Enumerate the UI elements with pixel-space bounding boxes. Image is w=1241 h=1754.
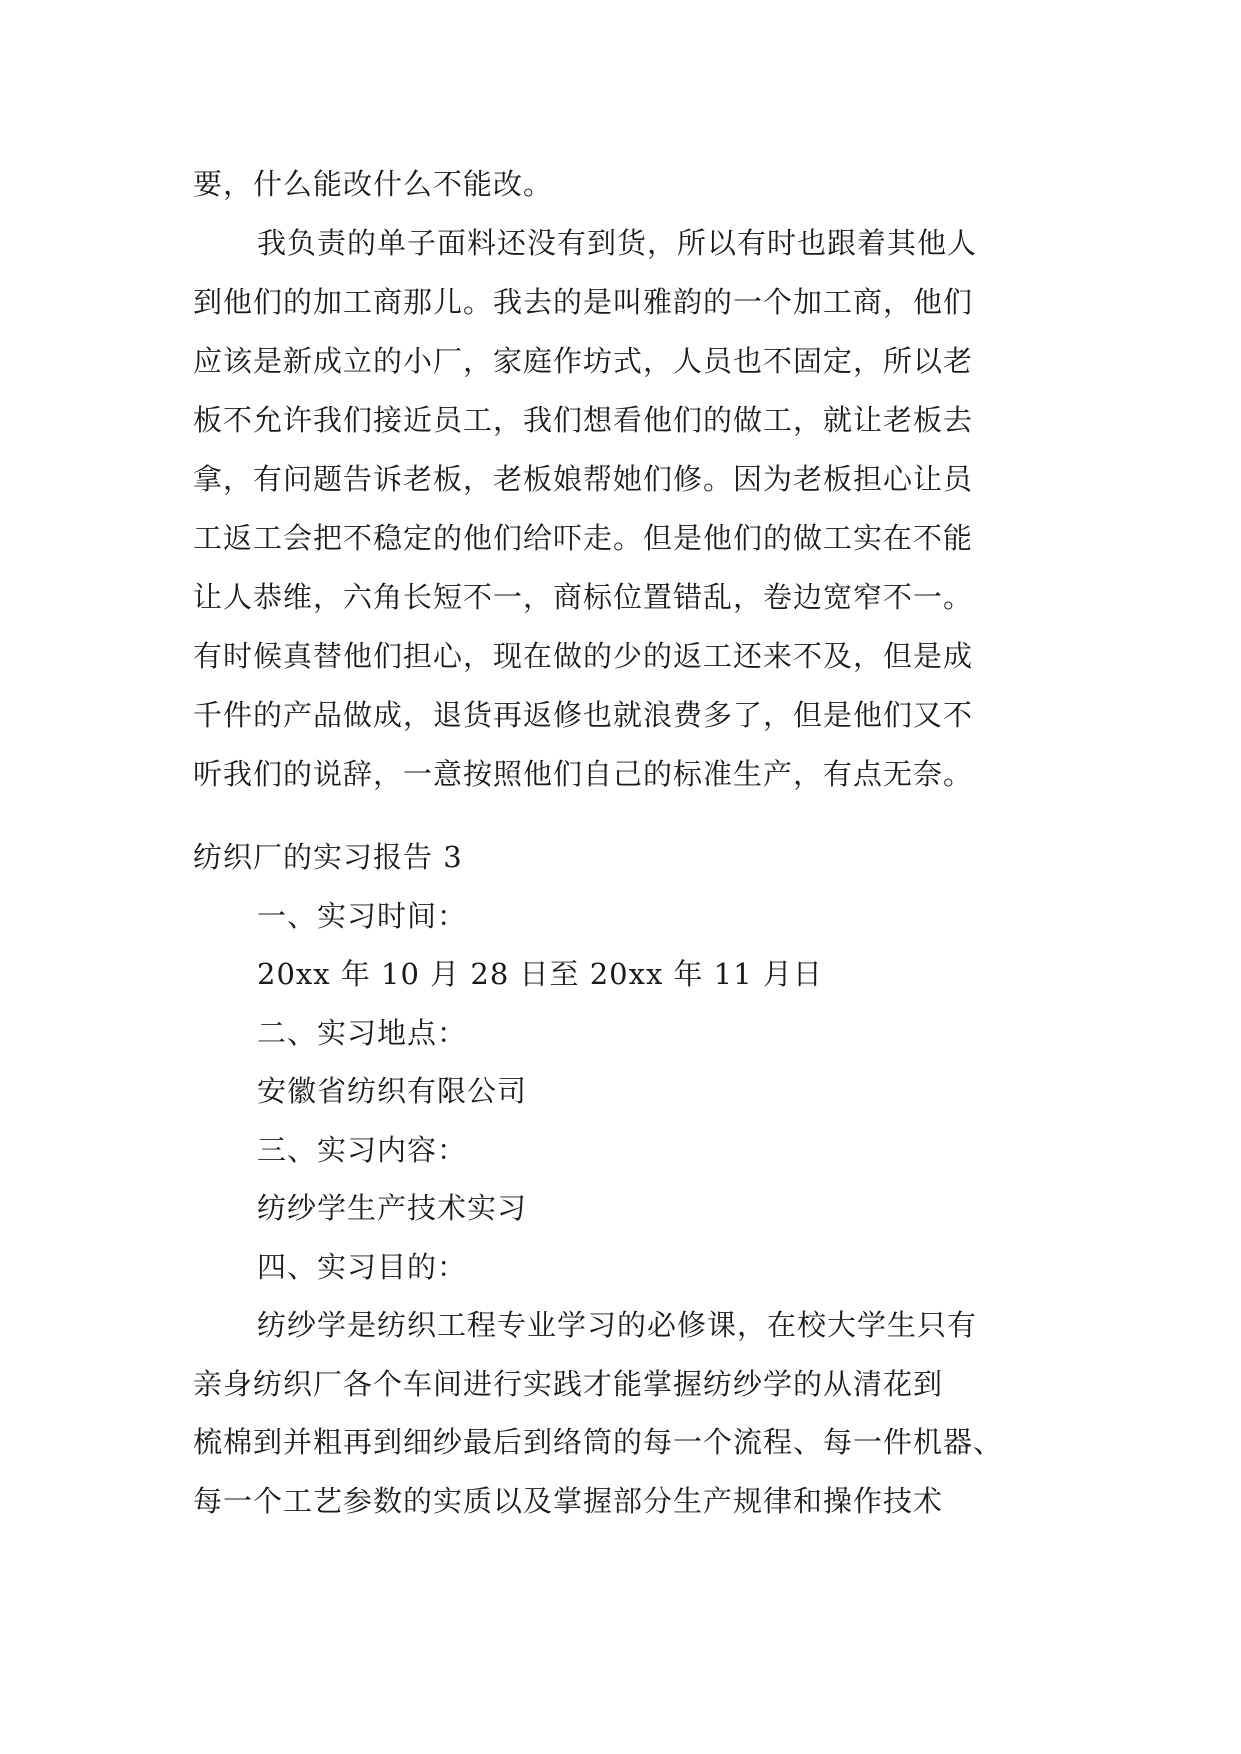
internship-location-value: 安徽省纺织有限公司: [257, 1074, 528, 1108]
report-section-2-continuation: [193, 155, 1063, 804]
internship-content-value: 纺纱学生产技术实习: [257, 1191, 528, 1225]
paragraph-line: 拿，有问题告诉老板，老板娘帮她们修。因为老板担心让员: [193, 462, 974, 496]
paragraph-line: 让人恭维，六角长短不一，商标位置错乱，卷边宽窄不一。: [193, 580, 974, 614]
heading-internship-time: 一、实习时间：: [257, 898, 468, 933]
paragraph-line: 千件的产品做成，退货再返修也就浪费多了，但是他们又不: [193, 698, 974, 732]
report-section-3: [193, 828, 1063, 1530]
paragraph-line: 我负责的单子面料还没有到货，所以有时也跟着其他人: [257, 226, 978, 260]
paragraph-line: 亲身纺织厂各个车间进行实践才能掌握纺纱学的从清花到: [193, 1366, 944, 1401]
paragraph-line: 板不允许我们接近员工，我们想看他们的做工，就让老板去: [193, 403, 974, 437]
internship-time-value: 20xx 年 10 月 28 日至 20xx 年 11 月日: [257, 957, 823, 991]
paragraph-line: 有时候真替他们担心，现在做的少的返工还来不及，但是成: [193, 639, 974, 673]
paragraph-line: 听我们的说辞，一意按照他们自己的标准生产，有点无奈。: [193, 757, 974, 791]
paragraph-line: 到他们的加工商那儿。我去的是叫雅韵的一个加工商，他们: [193, 285, 974, 319]
heading-internship-location: 二、实习地点：: [257, 1015, 468, 1050]
heading-internship-content: 三、实习内容：: [257, 1132, 468, 1167]
section-title: 纺织厂的实习报告 3: [193, 840, 463, 874]
paragraph-line: 每一个工艺参数的实质以及掌握部分生产规律和操作技术: [193, 1483, 944, 1518]
paragraph-line: 工返工会把不稳定的他们给吓走。但是他们的做工实在不能: [193, 521, 974, 555]
heading-internship-purpose: 四、实习目的：: [257, 1249, 468, 1284]
paragraph-line: 应该是新成立的小厂，家庭作坊式，人员也不固定，所以老: [193, 344, 974, 378]
paragraph-line: 梳棉到并粗再到细纱最后到络筒的每一个流程、每一件机器、: [193, 1425, 1004, 1459]
paragraph-line: 要，什么能改什么不能改。: [193, 167, 554, 201]
paragraph-line: 纺纱学是纺织工程专业学习的必修课，在校大学生只有: [257, 1308, 978, 1342]
